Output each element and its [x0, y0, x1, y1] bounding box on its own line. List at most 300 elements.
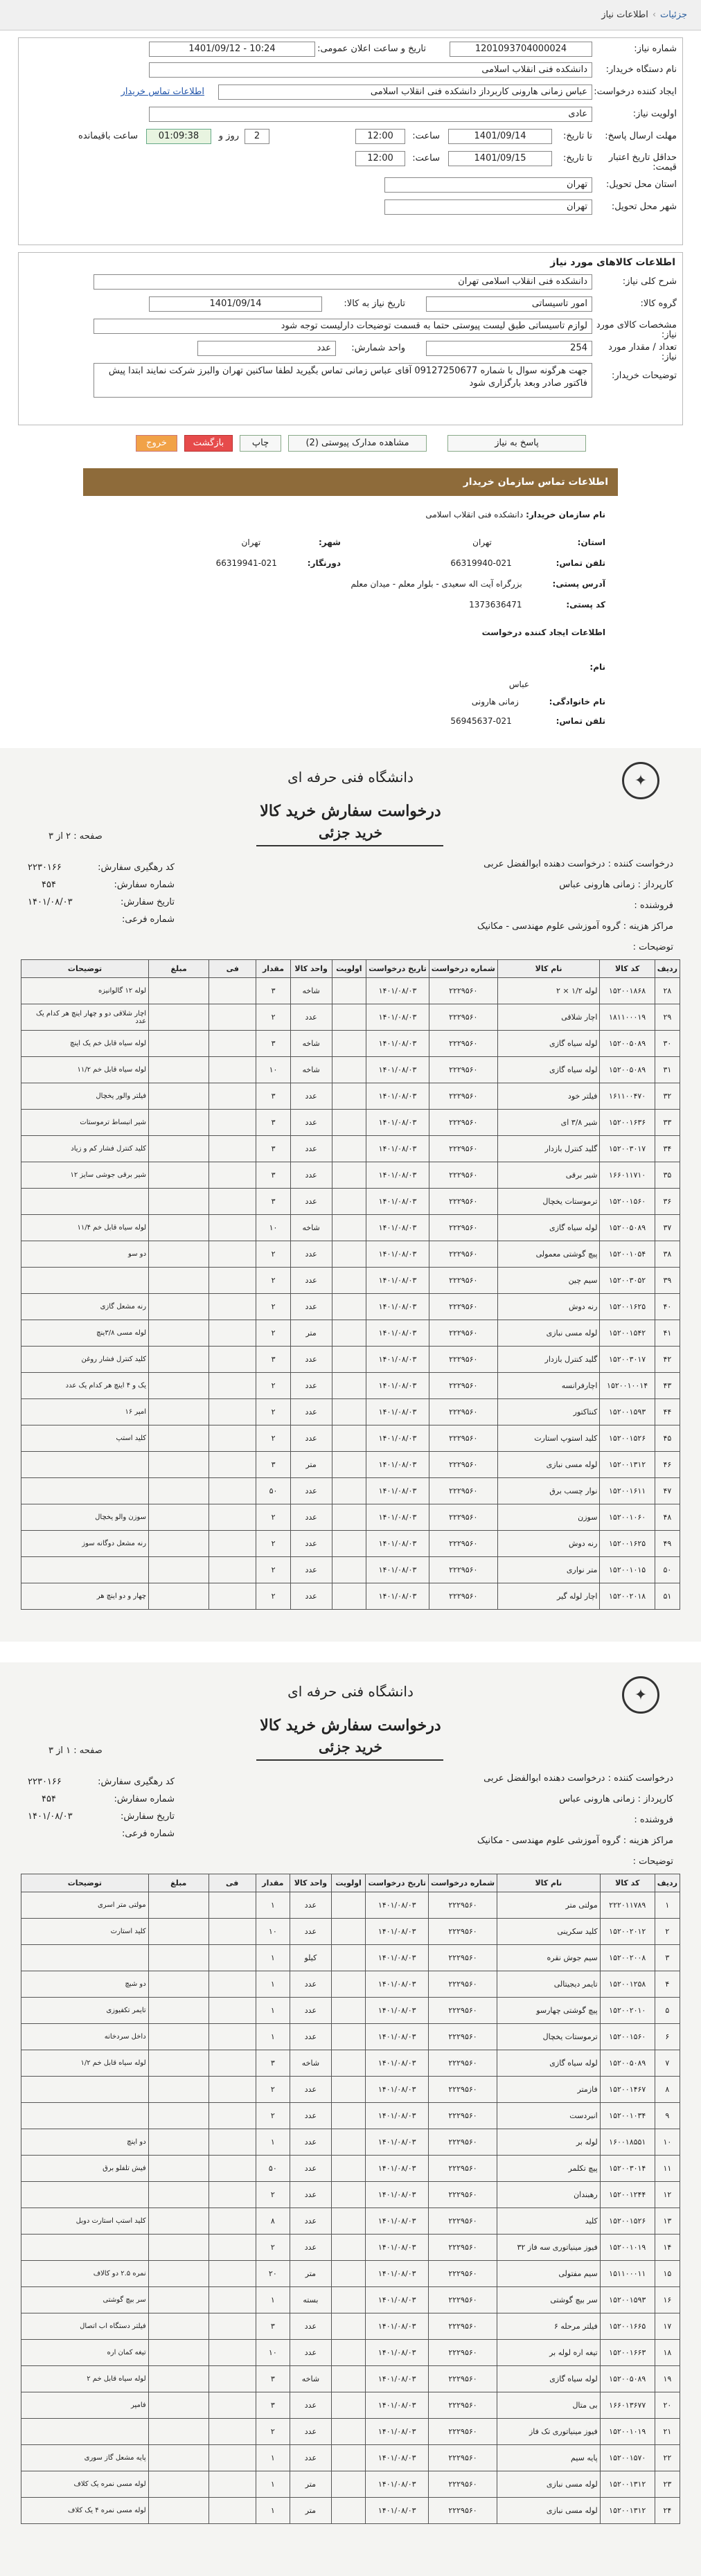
- cell-unit-price: [208, 2156, 256, 2182]
- cell-unit-price: [208, 2392, 256, 2419]
- cell-item-name: فازمتر: [497, 2077, 601, 2103]
- cell-item-name: گلید کنترل بازدار: [497, 1136, 600, 1162]
- cell-priority: [331, 2182, 366, 2208]
- address-value: بزرگراه آیت اله سعیدی - بلوار معلم - میدان معلم: [350, 579, 522, 589]
- cell-item-code: ۱۵۲۰۰۵۰۸۹: [600, 1031, 655, 1057]
- reply-hour-label: ساعت:: [412, 131, 440, 141]
- contact-city-label: شهر:: [319, 538, 341, 547]
- cell-description: کلید استارت: [21, 1919, 149, 1945]
- cell-item-name: رهبندان: [497, 2182, 601, 2208]
- cell-row-number: ۱۸: [655, 2340, 680, 2366]
- cell-row-number: ۴۰: [655, 1294, 680, 1320]
- cell-row-number: ۳۲: [655, 1083, 680, 1110]
- cell-request-date: ۱۴۰۱/۰۸/۰۳: [366, 1504, 429, 1531]
- cell-request-number: ۲۲۲۹۵۶۰: [429, 1583, 497, 1610]
- cell-unit-price: [209, 1478, 256, 1504]
- cell-description: رنه مشعل گازی: [21, 1294, 149, 1320]
- table-row: [21, 1136, 680, 1162]
- cell-quantity: ۳: [256, 1452, 290, 1478]
- column-header-request-date: تاریخ درخواست: [366, 960, 429, 978]
- cell-item-code: ۱۵۲۰۰۵۰۸۹: [600, 2366, 655, 2392]
- cell-unit-price: [208, 1919, 256, 1945]
- creator-phone-label: تلفن تماس:: [556, 716, 605, 726]
- doc-page: صفحه : ۲ از ۳: [48, 831, 103, 842]
- cell-unit-price: [208, 1971, 256, 1998]
- cell-amount: [149, 1425, 209, 1452]
- price-time-value: 12:00: [355, 151, 405, 166]
- cell-description: فیلتر والور یخچال: [21, 1083, 149, 1110]
- cell-unit: عدد: [290, 2077, 332, 2103]
- cell-item-name: کلید: [497, 2208, 601, 2235]
- unit-value: عدد: [197, 341, 336, 356]
- cell-unit-price: [208, 2445, 256, 2471]
- cell-unit-price: [208, 2050, 256, 2077]
- cell-quantity: ۱۰: [256, 1919, 290, 1945]
- postal-label: کد پستی:: [566, 600, 605, 610]
- cell-item-code: ۱۵۲۰۰۲۰۱۸: [600, 1583, 655, 1610]
- cell-description: سر بیچ گوشتی: [21, 2287, 149, 2313]
- province-value: تهران: [384, 177, 592, 193]
- cell-row-number: ۱۵: [655, 2261, 680, 2287]
- need-date-label: تاریخ نیاز به کالا:: [344, 299, 405, 309]
- cell-request-date: ۱۴۰۱/۰۸/۰۳: [366, 1919, 429, 1945]
- cell-unit-price: [209, 1399, 256, 1425]
- name-value: عباس: [508, 679, 529, 689]
- cell-priority: [331, 2366, 366, 2392]
- table-row: [21, 1373, 680, 1399]
- cell-amount: [149, 1452, 209, 1478]
- cell-row-number: ۴۷: [655, 1478, 680, 1504]
- cell-row-number: ۸: [655, 2077, 680, 2103]
- table-row: [21, 1504, 680, 1531]
- cell-row-number: ۱۳: [655, 2208, 680, 2235]
- cell-unit: شاخه: [290, 978, 332, 1004]
- table-row: [21, 1162, 680, 1189]
- cell-request-date: ۱۴۰۱/۰۸/۰۳: [366, 1998, 429, 2024]
- cell-item-code: ۱۵۲۰۰۱۵۹۳: [600, 2287, 655, 2313]
- cell-request-number: ۲۲۲۹۵۶۰: [429, 1241, 497, 1268]
- goods-desc-label: شرح کلی نیاز:: [622, 276, 677, 287]
- cell-item-name: فیلتر مرحله ۶: [497, 2313, 601, 2340]
- goods-group-label: گروه کالا:: [640, 299, 677, 309]
- cell-quantity: ۲۰: [256, 2261, 290, 2287]
- cell-description: دو اینچ: [21, 2129, 149, 2156]
- cell-unit: شاخه: [290, 2366, 332, 2392]
- cell-request-date: ۱۴۰۱/۰۸/۰۳: [366, 978, 429, 1004]
- cell-request-number: ۲۲۲۹۵۶۰: [429, 1294, 497, 1320]
- cell-description: تیغه کمان اره: [21, 2340, 149, 2366]
- cell-request-date: ۱۴۰۱/۰۸/۰۳: [366, 2129, 429, 2156]
- buyer-value: دانشکده فنی انقلاب اسلامی: [149, 62, 592, 78]
- cell-priority: [332, 1294, 366, 1320]
- print-button[interactable]: چاپ: [240, 435, 281, 452]
- cell-priority: [332, 1347, 366, 1373]
- cell-request-date: ۱۴۰۱/۰۸/۰۳: [366, 2366, 429, 2392]
- cell-unit: عدد: [290, 1268, 332, 1294]
- column-header-unit: واحد کالا: [290, 1874, 332, 1892]
- cell-amount: [149, 1162, 209, 1189]
- cell-row-number: ۳۹: [655, 1268, 680, 1294]
- cell-quantity: ۲: [256, 1557, 290, 1583]
- table-row: [21, 1452, 680, 1478]
- column-header-request-date: تاریخ درخواست: [366, 1874, 429, 1892]
- cell-unit-price: [208, 2261, 256, 2287]
- cell-quantity: ۵۰: [256, 2156, 290, 2182]
- cell-description: [21, 1189, 149, 1215]
- cell-priority: [332, 1557, 366, 1583]
- table-row: [21, 2235, 680, 2261]
- cell-request-number: ۲۲۲۹۵۶۰: [429, 1268, 497, 1294]
- cell-item-name: پیچ گوشتی چهارسو: [497, 1998, 601, 2024]
- goods-title: اطلاعات کالاهای مورد نیاز: [550, 257, 675, 268]
- doc-order-label: شماره سفارش:: [114, 880, 175, 890]
- cell-request-number: ۲۲۲۹۵۶۰: [429, 1162, 497, 1189]
- table-row: [21, 2050, 680, 2077]
- cell-request-number: ۲۲۲۹۵۶۰: [429, 2287, 497, 2313]
- table-row: [21, 2103, 680, 2129]
- cell-row-number: ۱۲: [655, 2182, 680, 2208]
- cell-unit-price: [209, 1268, 256, 1294]
- creator-label: ایجاد کننده درخواست:: [594, 87, 677, 97]
- cell-amount: [148, 1919, 208, 1945]
- creator-phone-value: 021-56945637: [450, 716, 512, 726]
- cell-item-code: ۱۵۲۰۰۱۸۶۸: [600, 978, 655, 1004]
- action-buttons: [18, 432, 683, 456]
- cell-row-number: ۴۲: [655, 1347, 680, 1373]
- table-row: [21, 1241, 680, 1268]
- cell-request-date: ۱۴۰۱/۰۸/۰۳: [366, 2471, 429, 2498]
- cell-quantity: ۲: [256, 1373, 290, 1399]
- cell-priority: [331, 1998, 366, 2024]
- cell-amount: [149, 1057, 209, 1083]
- cell-description: مولتی متر اسری: [21, 1892, 149, 1919]
- cell-row-number: ۳۳: [655, 1110, 680, 1136]
- cell-item-code: ۱۵۲۰۰۱۴۶۷: [600, 2077, 655, 2103]
- cell-unit: شاخه: [290, 1031, 332, 1057]
- cell-unit-price: [208, 2498, 256, 2524]
- cell-unit-price: [208, 1998, 256, 2024]
- cell-row-number: ۱: [655, 1892, 680, 1919]
- table-row: [21, 1189, 680, 1215]
- cell-row-number: ۲۹: [655, 1004, 680, 1031]
- cell-item-code: ۱۵۲۰۰۱۳۱۲: [600, 1452, 655, 1478]
- cell-item-code: ۱۵۲۰۰۱۵۲۶: [600, 1425, 655, 1452]
- cell-request-date: ۱۴۰۱/۰۸/۰۳: [366, 2235, 429, 2261]
- cell-item-name: نوار چسب برق: [497, 1478, 600, 1504]
- cell-row-number: ۴: [655, 1971, 680, 1998]
- cell-quantity: ۱: [256, 2287, 290, 2313]
- cell-item-name: اچار شلاقی: [497, 1004, 600, 1031]
- cell-request-date: ۱۴۰۱/۰۸/۰۳: [366, 2340, 429, 2366]
- creator-value: عباس زمانی هارونی کاربرداز دانشکده فنی انقلاب اسلامی: [218, 85, 592, 100]
- cell-quantity: ۱۰: [256, 1215, 290, 1241]
- cell-quantity: ۲: [256, 1504, 290, 1531]
- cell-description: دو سو: [21, 1241, 149, 1268]
- reply-button[interactable]: پاسخ به نیاز: [447, 435, 586, 452]
- cell-priority: [332, 1215, 366, 1241]
- cell-request-date: ۱۴۰۱/۰۸/۰۳: [366, 1557, 429, 1583]
- cell-request-number: ۲۲۲۹۵۶۰: [429, 2156, 497, 2182]
- cell-unit-price: [209, 1557, 256, 1583]
- cell-request-number: ۲۲۲۹۵۶۰: [429, 1945, 497, 1971]
- cell-item-code: ۲۲۲۰۱۱۷۸۹: [600, 1892, 655, 1919]
- doc-requester: درخواست کننده : درخواست دهنده ابوالفضل عربی: [483, 859, 673, 869]
- doc-tracking: ۲۲۳۰۱۶۶: [28, 862, 62, 873]
- table-row: [21, 2340, 680, 2366]
- cell-amount: [149, 1083, 209, 1110]
- cell-request-number: ۲۲۲۹۵۶۰: [429, 2208, 497, 2235]
- cell-amount: [149, 1399, 209, 1425]
- cell-amount: [148, 1892, 208, 1919]
- cell-item-code: ۱۵۲۰۰۳۰۱۷: [600, 1347, 655, 1373]
- cell-quantity: ۱۰: [256, 1057, 290, 1083]
- cell-priority: [332, 1373, 366, 1399]
- cell-request-date: ۱۴۰۱/۰۸/۰۳: [366, 1425, 429, 1452]
- cell-item-name: لوله سیاه گازی: [497, 2050, 601, 2077]
- cell-unit: متر: [290, 1320, 332, 1347]
- cell-description: لوله مسی ۳/۸ینچ: [21, 1320, 149, 1347]
- cell-item-name: لوله مسی نبازی: [497, 2471, 601, 2498]
- cell-unit: عدد: [290, 2024, 332, 2050]
- cell-quantity: ۱: [256, 2498, 290, 2524]
- attachments-button[interactable]: مشاهده مدارک پیوستی (2): [288, 435, 427, 452]
- table-row: [21, 2471, 680, 2498]
- column-header-request-number: شماره درخواست: [429, 1874, 497, 1892]
- cell-unit: عدد: [290, 2445, 332, 2471]
- cell-description: تایمر تکفیوزی: [21, 1998, 149, 2024]
- cell-request-date: ۱۴۰۱/۰۸/۰۳: [366, 2050, 429, 2077]
- breadcrumb-home[interactable]: جزئیات: [660, 10, 687, 20]
- cell-unit: متر: [290, 2471, 332, 2498]
- cell-quantity: ۱: [256, 2024, 290, 2050]
- cell-unit-price: [209, 1215, 256, 1241]
- cell-priority: [331, 1919, 366, 1945]
- breadcrumb-current: اطلاعات نیاز: [601, 10, 648, 20]
- cell-unit: عدد: [290, 1373, 332, 1399]
- cell-request-number: ۲۲۲۹۵۶۰: [429, 1136, 497, 1162]
- cell-unit: عدد: [290, 1083, 332, 1110]
- doc-subtitle: خرید جزئی: [318, 1739, 383, 1755]
- cell-priority: [332, 1083, 366, 1110]
- cell-priority: [331, 2445, 366, 2471]
- cell-quantity: ۳: [256, 978, 290, 1004]
- cell-description: لوله مسی نمره ۴ یک کلاف: [21, 2498, 149, 2524]
- title-underline: [256, 1759, 443, 1761]
- cell-description: شیر انبساط ترموستات: [21, 1110, 149, 1136]
- cell-request-date: ۱۴۰۱/۰۸/۰۳: [366, 2392, 429, 2419]
- cell-unit-price: [208, 2471, 256, 2498]
- cell-request-number: ۲۲۲۹۵۶۰: [429, 2471, 497, 2498]
- cell-amount: [148, 2077, 208, 2103]
- cell-description: [21, 1945, 149, 1971]
- cell-quantity: ۳: [256, 2050, 290, 2077]
- cell-amount: [148, 2471, 208, 2498]
- cell-quantity: ۱: [256, 2471, 290, 2498]
- cell-unit: عدد: [290, 1162, 332, 1189]
- cell-item-name: لوله سیاه گازی: [497, 1215, 600, 1241]
- cell-unit: عدد: [290, 2129, 332, 2156]
- university-logo-icon: ✦: [622, 762, 659, 799]
- cell-item-name: شیر برقی: [497, 1162, 600, 1189]
- cell-request-date: ۱۴۰۱/۰۸/۰۳: [366, 1004, 429, 1031]
- cell-amount: [148, 2024, 208, 2050]
- cell-item-code: ۱۵۲۰۰۱۵۶۰: [600, 2024, 655, 2050]
- table-row: [21, 1557, 680, 1583]
- cell-amount: [148, 2498, 208, 2524]
- buyer-contact-link[interactable]: اطلاعات تماس خریدار: [121, 87, 204, 97]
- cell-amount: [149, 1347, 209, 1373]
- doc-supplier: فروشنده :: [634, 1815, 673, 1825]
- cell-unit: عدد: [290, 1557, 332, 1583]
- cell-unit-price: [208, 2024, 256, 2050]
- cell-row-number: ۱۴: [655, 2235, 680, 2261]
- cell-quantity: ۳: [256, 1136, 290, 1162]
- table-row: [21, 1998, 680, 2024]
- cell-priority: [331, 1945, 366, 1971]
- cell-amount: [148, 2419, 208, 2445]
- cell-request-number: ۲۲۲۹۵۶۰: [429, 2445, 497, 2471]
- cell-request-date: ۱۴۰۱/۰۸/۰۳: [366, 1189, 429, 1215]
- cell-item-name: متر نواری: [497, 1557, 600, 1583]
- cell-unit-price: [209, 1189, 256, 1215]
- cell-request-date: ۱۴۰۱/۰۸/۰۳: [366, 1399, 429, 1425]
- cell-unit: عدد: [290, 1294, 332, 1320]
- spec-label: مشخصات کالای مورد نیاز:: [596, 320, 677, 340]
- cell-priority: [331, 2129, 366, 2156]
- contact-province-label: استان:: [577, 538, 605, 547]
- cell-description: [21, 1268, 149, 1294]
- cell-quantity: ۸: [256, 2208, 290, 2235]
- price-hour-label: ساعت:: [412, 153, 440, 163]
- cell-item-code: ۱۵۲۰۰۳۰۱۷: [600, 1136, 655, 1162]
- cell-item-name: رنه دوش: [497, 1294, 600, 1320]
- cell-description: اچار شلاقی دو و چهار اینچ هر کدام یک عدد: [21, 1004, 149, 1031]
- cell-description: [21, 2077, 149, 2103]
- table-row: [21, 1083, 680, 1110]
- cell-amount: [148, 2313, 208, 2340]
- cell-request-number: ۲۲۲۹۵۶۰: [429, 1919, 497, 1945]
- cell-description: [21, 1557, 149, 1583]
- breadcrumb-bar: [0, 0, 701, 30]
- cell-row-number: ۲۴: [655, 2498, 680, 2524]
- contact-city-value: تهران: [241, 538, 261, 547]
- doc-sub-label: شماره فرعی:: [122, 914, 175, 925]
- cell-row-number: ۴۸: [655, 1504, 680, 1531]
- cell-quantity: ۳: [256, 1110, 290, 1136]
- cell-request-date: ۱۴۰۱/۰۸/۰۳: [366, 1892, 429, 1919]
- cell-row-number: ۱۱: [655, 2156, 680, 2182]
- cell-unit: متر: [290, 1452, 332, 1478]
- cell-item-code: ۱۵۲۰۰۳۰۵۲: [600, 1268, 655, 1294]
- column-header-quantity: مقدار: [256, 960, 290, 978]
- cell-request-date: ۱۴۰۱/۰۸/۰۳: [366, 1531, 429, 1557]
- doc-order: ۴۵۴: [42, 880, 56, 890]
- cell-unit-price: [208, 2077, 256, 2103]
- postal-value: 1373636471: [469, 600, 522, 610]
- cell-unit: بسته: [290, 2287, 332, 2313]
- column-header-unit: واحد کالا: [290, 960, 332, 978]
- cell-item-code: ۱۸۱۱۰۰۰۱۹: [600, 1004, 655, 1031]
- cell-row-number: ۴۴: [655, 1399, 680, 1425]
- cell-unit: متر: [290, 2498, 332, 2524]
- cell-item-code: ۱۶۰۰۱۸۵۵۱: [600, 2129, 655, 2156]
- contact-phone-value: 021-66319940: [450, 558, 512, 568]
- table-row: [21, 1294, 680, 1320]
- buyer-label: نام دستگاه خریدار:: [605, 64, 677, 75]
- province-label: استان محل تحویل:: [606, 179, 677, 190]
- priority-label: اولویت نیاز:: [632, 109, 677, 119]
- cell-priority: [331, 2287, 366, 2313]
- need-info-panel: [18, 37, 683, 245]
- cell-priority: [332, 1583, 366, 1610]
- cell-unit-price: [209, 1347, 256, 1373]
- cell-amount: [149, 1531, 209, 1557]
- reply-time-value: 12:00: [355, 129, 405, 144]
- cell-quantity: ۳: [256, 1083, 290, 1110]
- cell-request-date: ۱۴۰۱/۰۸/۰۳: [366, 1971, 429, 1998]
- cell-request-number: ۲۲۲۹۵۶۰: [429, 2235, 497, 2261]
- cell-unit-price: [208, 2313, 256, 2340]
- cell-amount: [149, 1320, 209, 1347]
- cell-item-name: لوله بر: [497, 2129, 601, 2156]
- cell-description: [21, 2182, 149, 2208]
- doc-tracking-label: کد رهگیری سفارش:: [98, 1777, 175, 1787]
- cell-unit-price: [208, 2182, 256, 2208]
- doc-requester: درخواست کننده : درخواست دهنده ابوالفضل عربی: [483, 1773, 673, 1784]
- cell-request-number: ۲۲۲۹۵۶۰: [429, 2313, 497, 2340]
- creator-info-title: اطلاعات ایجاد کننده درخواست: [481, 628, 605, 637]
- cell-item-name: پایه سیم: [497, 2445, 601, 2471]
- cell-amount: [149, 1241, 209, 1268]
- cell-request-date: ۱۴۰۱/۰۸/۰۳: [366, 2261, 429, 2287]
- cell-request-number: ۲۲۲۹۵۶۰: [429, 978, 497, 1004]
- cell-request-date: ۱۴۰۱/۰۸/۰۳: [366, 2313, 429, 2340]
- cell-request-date: ۱۴۰۱/۰۸/۰۳: [366, 2182, 429, 2208]
- cell-item-name: لوله ۱/۲ × ۲: [497, 978, 600, 1004]
- cell-amount: [148, 2261, 208, 2287]
- cell-request-number: ۲۲۲۹۵۶۰: [429, 1320, 497, 1347]
- cell-unit: عدد: [290, 2419, 332, 2445]
- cell-quantity: ۲: [256, 1425, 290, 1452]
- exit-button[interactable]: خروج: [136, 435, 177, 452]
- cell-request-date: ۱۴۰۱/۰۸/۰۳: [366, 2024, 429, 2050]
- title-underline: [256, 845, 443, 846]
- cell-priority: [331, 2340, 366, 2366]
- cell-unit: عدد: [290, 1136, 332, 1162]
- cell-description: شیر برقی جوشی سایز ۱۲: [21, 1162, 149, 1189]
- cell-item-code: ۱۵۲۰۰۱۶۲۵: [600, 1294, 655, 1320]
- cell-row-number: ۲۰: [655, 2392, 680, 2419]
- cell-priority: [331, 2208, 366, 2235]
- cell-request-number: ۲۲۲۹۵۶۰: [429, 1971, 497, 1998]
- table-row: [21, 1320, 680, 1347]
- cell-request-number: ۲۲۲۹۵۶۰: [429, 1110, 497, 1136]
- cell-item-code: ۱۵۲۰۰۱۰۱۹: [600, 2419, 655, 2445]
- remaining-label: ساعت باقیمانده: [78, 131, 138, 141]
- cell-unit-price: [209, 1241, 256, 1268]
- cell-unit: عدد: [290, 2340, 332, 2366]
- goods-group-value: امور تاسیساتی: [426, 296, 592, 312]
- cell-unit: عدد: [290, 1504, 332, 1531]
- table-row: [21, 2392, 680, 2419]
- cell-row-number: ۳۷: [655, 1215, 680, 1241]
- table-row: [21, 1531, 680, 1557]
- cell-quantity: ۱: [256, 1998, 290, 2024]
- back-button[interactable]: بازگشت: [184, 435, 233, 452]
- cell-priority: [332, 1531, 366, 1557]
- cell-request-number: ۲۲۲۹۵۶۰: [429, 2182, 497, 2208]
- doc-notes: توضیحات :: [632, 1856, 673, 1867]
